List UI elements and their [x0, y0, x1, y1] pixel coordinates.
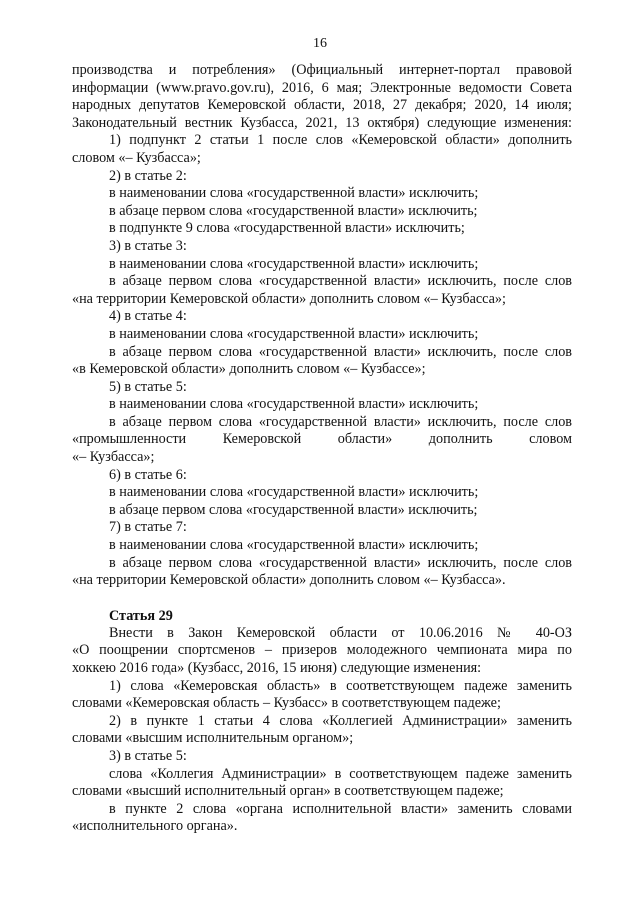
text-line: в абзаце первом слова «государственной власти» исключить, после слов — [109, 343, 572, 360]
text-line: в абзаце первом слова «государственной власти» исключить; — [109, 202, 478, 219]
text-line: «исполнительного органа». — [72, 818, 238, 835]
text-line: словом «– Кузбасса»; — [72, 149, 201, 166]
text-line: 2) в статье 2: — [109, 167, 187, 184]
text-line: словами «высший исполнительный орган» в соответствующем падеже; — [72, 783, 504, 800]
text-line: в абзаце первом слова «государственной власти» исключить; — [109, 501, 478, 518]
text-line: хоккею 2016 года» (Кузбасс, 2016, 15 июня) следующие изменения: — [72, 660, 482, 676]
text-line: в наименовании слова «государственной власти» исключить; — [109, 396, 479, 413]
text-line: 5) в статье 5: — [109, 378, 187, 395]
text-line: 4) в статье 4: — [109, 308, 187, 325]
document-body — [72, 62, 572, 836]
text-line: 6) в статье 6: — [109, 466, 187, 483]
text-line: в наименовании слова «государственной власти» исключить; — [109, 325, 479, 342]
text-line: в подпункте 9 слова «государственной власти» исключить; — [109, 220, 465, 237]
page-number: 16 — [313, 36, 327, 51]
text-line: в наименовании слова «государственной власти» исключить; — [109, 255, 479, 272]
text-line: народных депутатов Кемеровской области, 2018, 27 декабря; 2020, 14 июля; — [72, 97, 572, 114]
text-line: Внести в Закон Кемеровской области от 10.06.2016 № 40-ОЗ — [109, 624, 572, 641]
text-line: 3) в статье 5: — [109, 747, 187, 764]
text-line: «промышленности Кемеровской области» дополнить словом — [72, 431, 572, 448]
article-heading: Статья 29 — [109, 607, 173, 624]
text-line: «О поощрении спортсменов – призеров молодежного чемпионата мира по — [72, 642, 572, 659]
text-line: в наименовании слова «государственной власти» исключить; — [109, 484, 479, 501]
text-line: слова «Коллегия Администрации» в соответствующем падеже заменить — [109, 765, 572, 782]
text-line: в пункте 2 слова «органа исполнительной власти» заменить словами — [109, 800, 572, 817]
text-line: 1) подпункт 2 статьи 1 после слов «Кемеровской области» дополнить — [109, 132, 572, 149]
text-line: Законодательный вестник Кузбасса, 2021, 13 октября) следующие изменения: — [72, 114, 572, 131]
text-line: «в Кемеровской области» дополнить словом «– Кузбассе»; — [72, 361, 426, 378]
text-line: производства и потребления» (Официальный интернет-портал правовой — [72, 62, 572, 78]
text-line: словами «Кемеровская область – Кузбасс» в соответствующем падеже; — [72, 695, 501, 712]
text-line: «на территории Кемеровской области» дополнить словом «– Кузбасса»; — [72, 290, 506, 307]
text-line: 2) в пункте 1 статьи 4 слова «Коллегией Администрации» заменить — [109, 712, 572, 729]
text-line: в абзаце первом слова «государственной власти» исключить, после слов — [109, 554, 572, 571]
text-line: 3) в статье 3: — [109, 237, 187, 254]
text-line: «на территории Кемеровской области» дополнить словом «– Кузбасса». — [72, 572, 506, 589]
text-line: 1) слова «Кемеровская область» в соответствующем падеже заменить — [109, 677, 572, 694]
text-line: 7) в статье 7: — [109, 519, 187, 536]
text-line: «– Кузбасса»; — [72, 449, 155, 466]
text-line: в абзаце первом слова «государственной власти» исключить, после слов — [109, 273, 572, 290]
text-line: в наименовании слова «государственной власти» исключить; — [109, 537, 479, 554]
text-line: в наименовании слова «государственной власти» исключить; — [109, 185, 479, 202]
text-line: в абзаце первом слова «государственной власти» исключить, после слов — [109, 413, 572, 430]
text-line: информации (www.pravo.gov.ru), 2016, 6 мая; Электронные ведомости Совета — [72, 79, 572, 96]
text-line: словами «высшим исполнительным органом»; — [72, 730, 354, 747]
